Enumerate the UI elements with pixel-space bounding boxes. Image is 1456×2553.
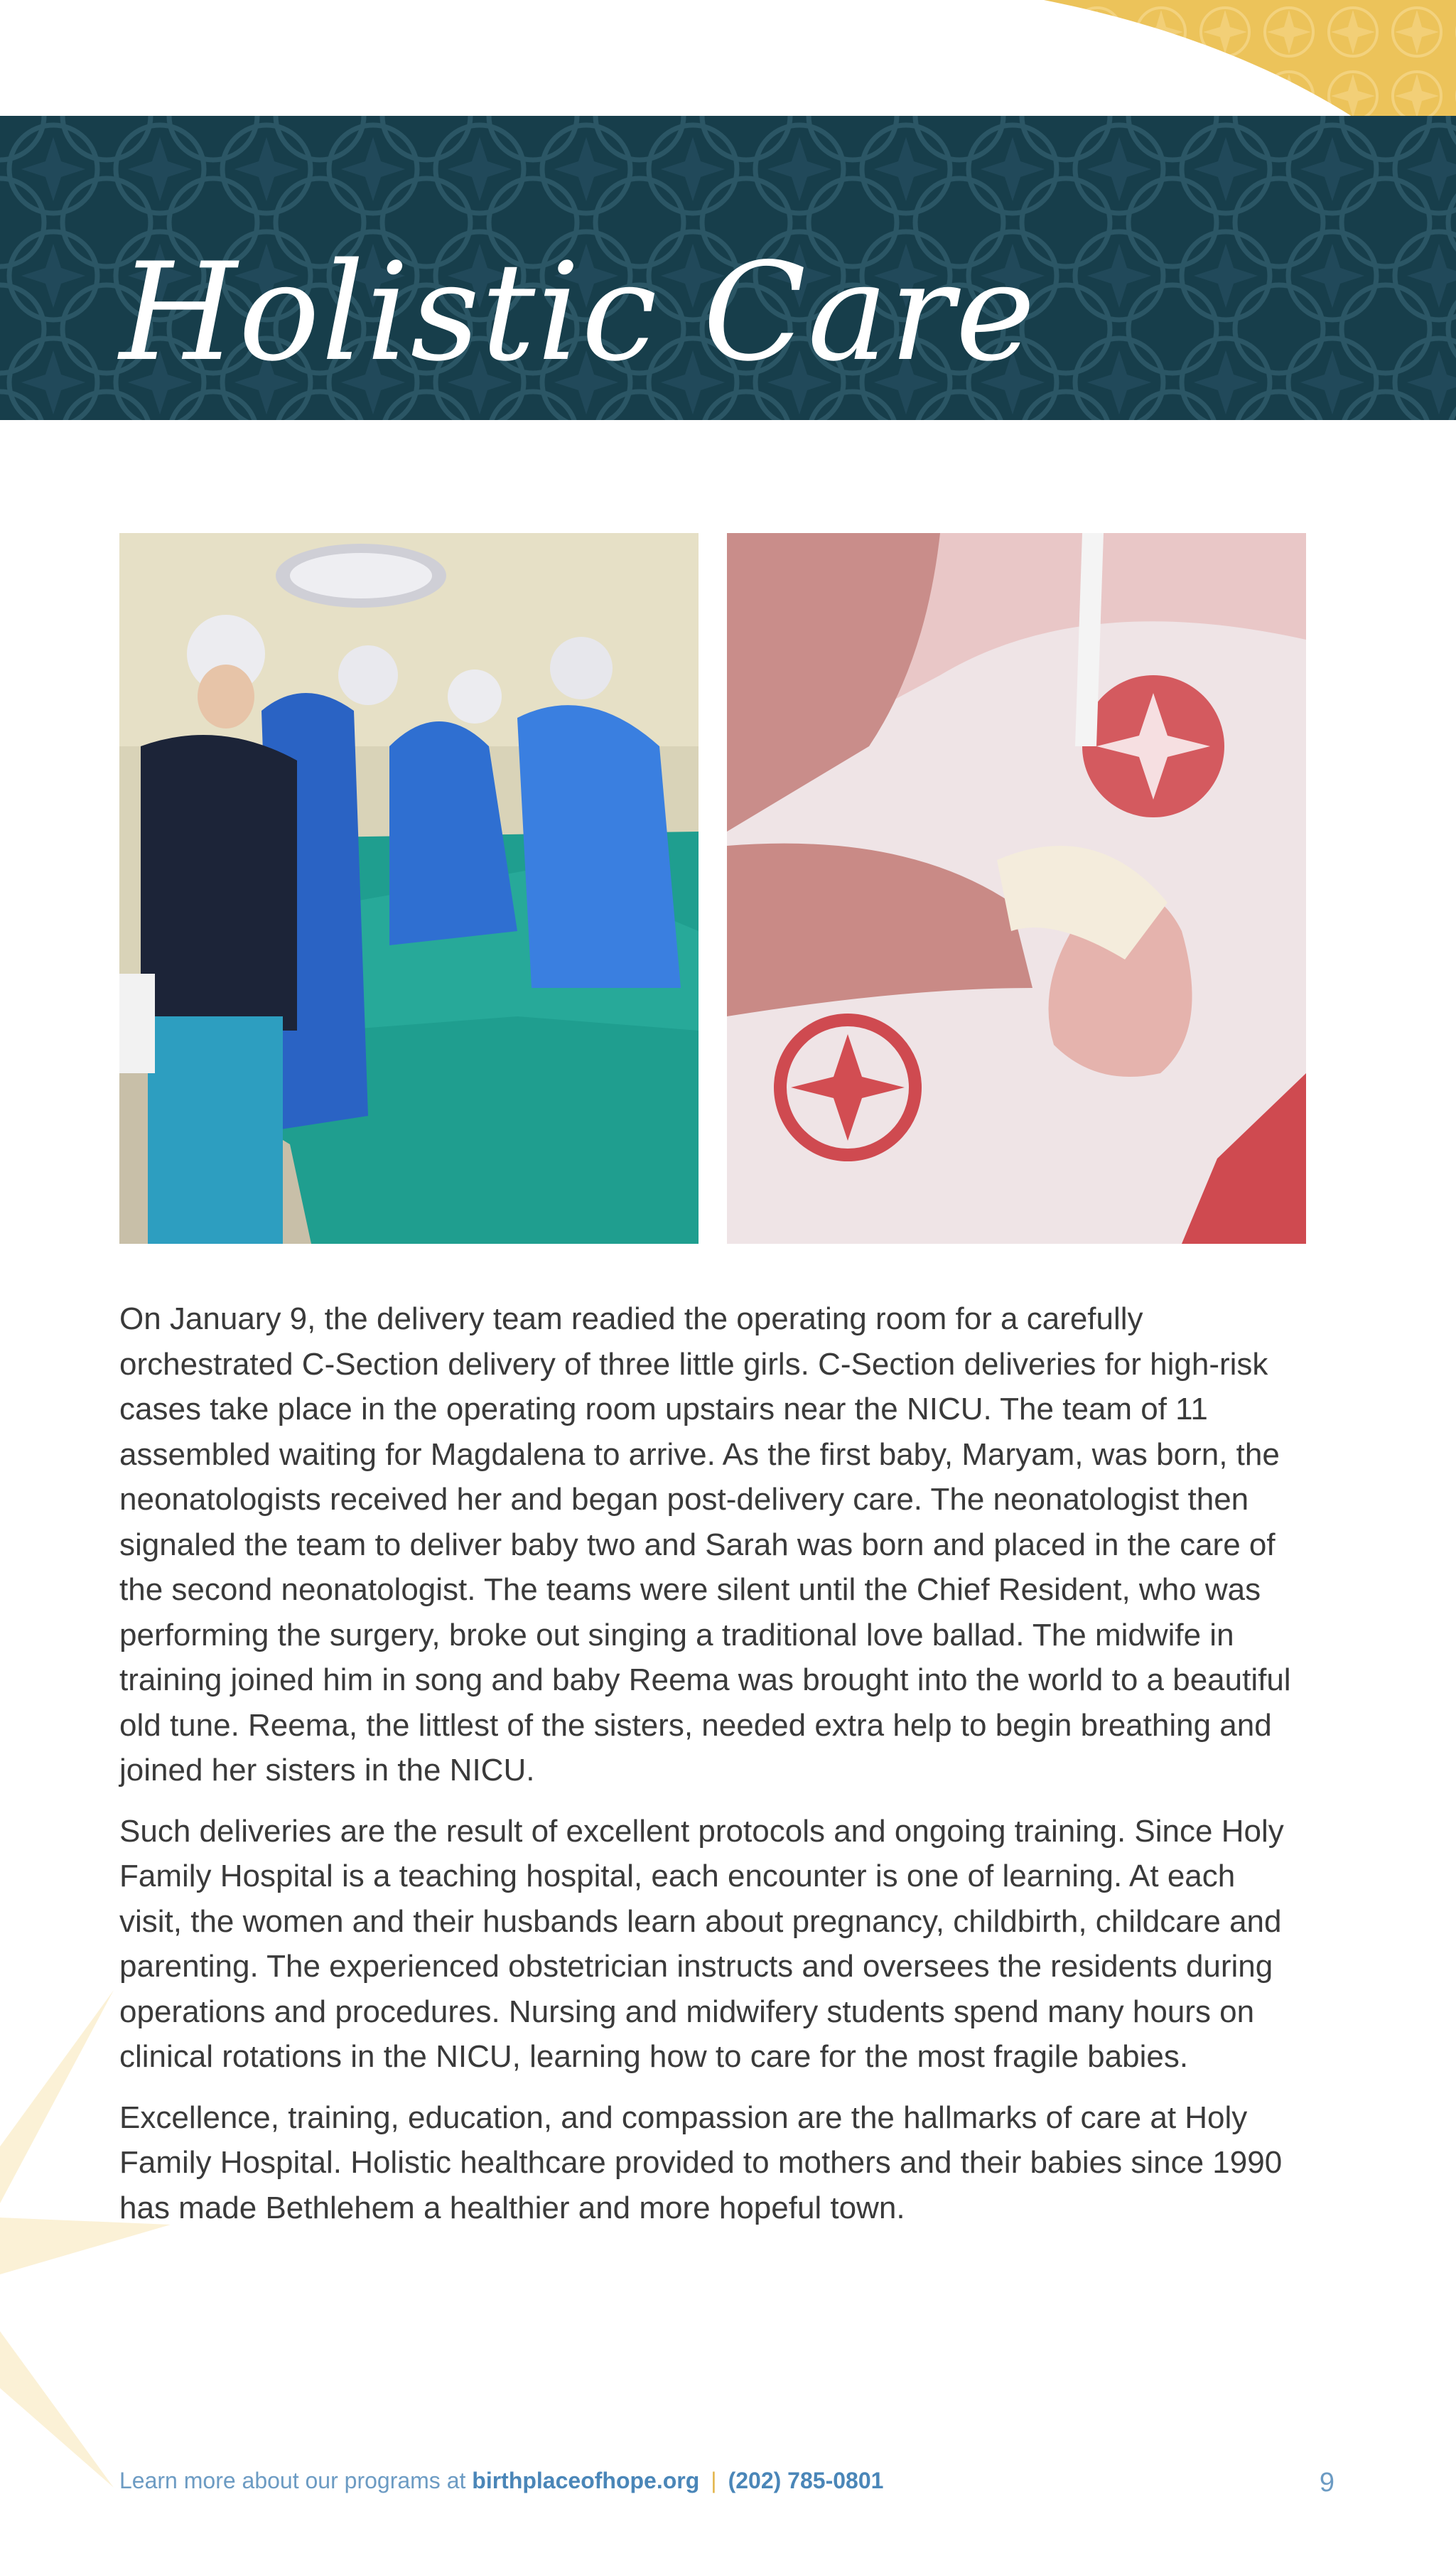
website-link[interactable]: birthplaceofhope.org xyxy=(472,2468,700,2493)
page-footer xyxy=(119,2468,1334,2503)
newborn-foot-photo xyxy=(727,533,1306,1244)
article-paragraph: On January 9, the delivery team readied the operating room for a carefully orchestrated C-Section delivery of three little girls. C-Section deliveries for high-risk cases take place in the operating room upstairs near the NICU. The team of 11 assembled waiting for Magdalena to arrive. As the first baby, Maryam, was born, the neonatologists received her and began post-delivery care. The neonatologist then signaled the team to deliver baby two and Sarah was born and placed in the care of the second neonatologist. The teams were silent until the Chief Resident, who was performing the surgery, broke out singing a traditional love ballad. The midwife in training joined him in song and baby Reema was brought into the world to a beautiful old tune. Reema, the littlest of the sisters, needed extra help to begin breathing and joined her sisters in the NICU. xyxy=(119,1301,1291,1788)
page-title: Holistic Care xyxy=(119,234,1037,391)
footer-prefix: Learn more about our programs at xyxy=(119,2468,473,2493)
phone-link[interactable]: (202) 785-0801 xyxy=(728,2468,884,2493)
article-paragraph: Such deliveries are the result of excellent protocols and ongoing training. Since Holy Family Hospital is a teaching hospital, each encounter is one of learning. At each visit, the women and their husbands learn about pregnancy, childbirth, childcare and parenting. The experienced obstetrician instructs and oversees the residents during operations and procedures. Nursing and midwifery students spend many hours on clinical rotations in the NICU, learning how to care for the most fragile babies. xyxy=(119,1813,1284,2074)
surgery-team-photo xyxy=(119,533,699,1244)
article-paragraph: Excellence, training, education, and compassion are the hallmarks of care at Holy Family Hospital. Holistic healthcare provided to mothers and their babies since 1990 has made Bethlehem a healthier and more hopeful town. xyxy=(119,2100,1283,2225)
page-number: 9 xyxy=(1319,2468,1334,2498)
footer-separator: | xyxy=(711,2468,717,2493)
article-body xyxy=(119,1296,1292,2246)
